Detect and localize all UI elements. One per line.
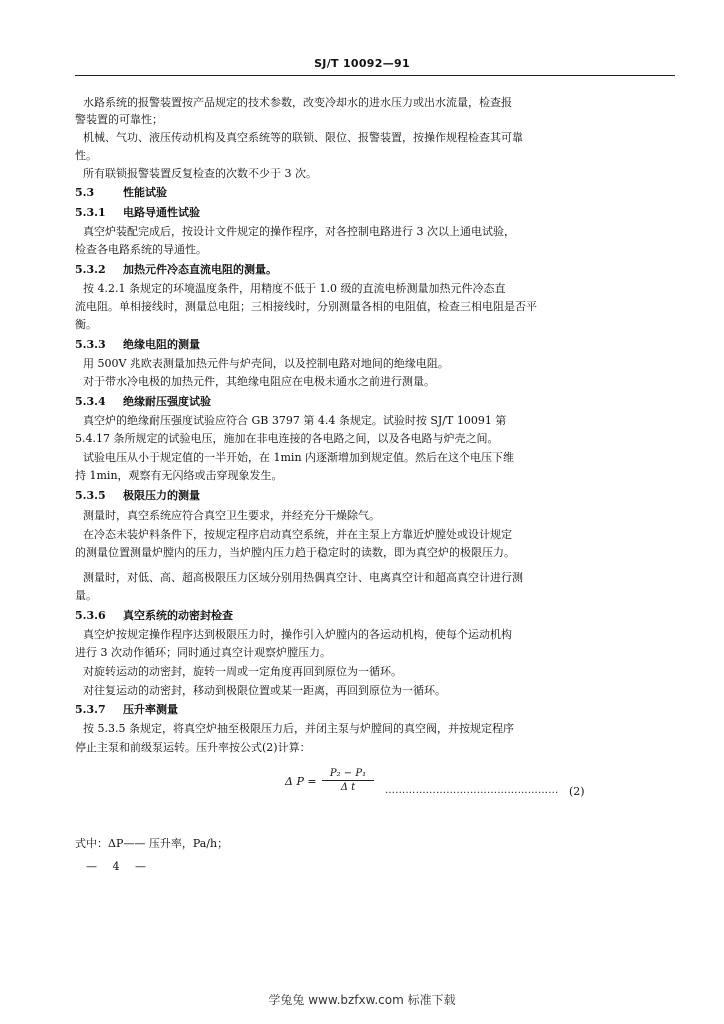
text-line: 对旋转运动的动密封，旋转一周或一定角度再回到原位为一循环。 [83, 665, 402, 678]
text-line: 真空炉按规定操作程序达到极限压力时，操作引入炉膛内的各运动机构，使每个运动机构 [83, 628, 512, 641]
text-line: 检查各电路系统的导通性。 [75, 243, 207, 256]
section-title: 真空系统的动密封检查 [123, 609, 233, 622]
section-title: 加热元件冷态直流电阻的测量。 [123, 263, 277, 276]
section-title: 性能试验 [123, 186, 167, 199]
text-line: 性。 [75, 149, 97, 162]
formula-denominator: Δ t [340, 782, 356, 793]
section-heading-5-3-1 [75, 206, 200, 220]
text-line: 所有联锁报警装置反复检查的次数不少于 3 次。 [83, 167, 317, 180]
text-line: 真空炉装配完成后，按设计文件规定的操作程序，对各控制电路进行 3 次以上通电试验， [83, 225, 515, 238]
text-line: 水路系统的报警装置按产品规定的技术参数，改变冷却水的进水压力或出水流量，检查报 [83, 96, 512, 109]
section-number: 5.3 [75, 186, 95, 199]
section-title: 压升率测量 [123, 703, 178, 716]
text-line: 真空炉的绝缘耐压强度试验应符合 GB 3797 第 4.4 条规定。试验时按 SJ/T 10091 第 [83, 414, 507, 427]
text-line: 衡。 [75, 318, 97, 331]
section-heading-5-3-3 [75, 338, 200, 352]
text-line: 按 4.2.1 条规定的环境温度条件，用精度不低于 1.0 级的直流电桥测量加热元件冷态直 [83, 282, 506, 295]
section-heading-5-3-6 [75, 609, 233, 623]
text-line: 量。 [75, 589, 97, 602]
section-title: 电路导通性试验 [123, 206, 200, 219]
formula-lhs: Δ P = [285, 775, 317, 788]
text-line: 测量时，对低、高、超高极限压力区域分别用热偶真空计、电离真空计和超高真空计进行测 [83, 571, 523, 584]
text-line: 机械、气功、液压传动机构及真空系统等的联锁、限位、报警装置，按操作规程检查其可靠 [83, 131, 523, 144]
text-line: 流电阻。单相接线时，测量总电阻；三相接线时，分别测量各相的电阻值，检查三相电阻是否平 [75, 300, 537, 313]
section-number: 5.3.4 [75, 395, 106, 408]
page-number: — 4 — [86, 860, 152, 873]
text-line: 持 1min，观察有无闪络或击穿现象发生。 [75, 469, 283, 482]
section-number: 5.3.6 [75, 609, 106, 622]
text-line: 的测量位置测量炉膛内的压力，当炉膛内压力趋于稳定时的读数，即为真空炉的极限压力。 [75, 546, 515, 559]
text-line: 用 500V 兆欧表测量加热元件与炉壳间，以及控制电路对地间的绝缘电阻。 [83, 357, 449, 370]
standard-code-header: SJ/T 10092—91 [314, 57, 410, 70]
text-line: 对于带水冷电极的加热元件，其绝缘电阻应在电极未通水之前进行测量。 [83, 375, 435, 388]
text-line: 试验电压从小于规定值的一半开始，在 1min 内逐渐增加到规定值。然后在这个电压下维 [83, 451, 515, 464]
section-title: 绝缘耐压强度试验 [123, 395, 211, 408]
section-heading-5-3-4 [75, 395, 211, 409]
section-title: 绝缘电阻的测量 [123, 338, 200, 351]
section-heading-5-3-7 [75, 703, 178, 717]
section-number: 5.3.3 [75, 338, 106, 351]
section-title: 极限压力的测量 [123, 489, 200, 502]
formula-fraction [322, 768, 374, 793]
text-line: 按 5.3.5 条规定，将真空炉抽至极限压力后，并闭主泵与炉膛间的真空阀，并按规定程序 [83, 722, 514, 735]
text-line: 警装置的可靠性； [75, 113, 163, 126]
section-number: 5.3.7 [75, 703, 106, 716]
text-line: 测量时，真空系统应符合真空卫生要求，并经充分干燥除气。 [83, 509, 380, 522]
text-line: 在冷态未装炉料条件下，按规定程序启动真空系统，并在主泵上方靠近炉膛处或设计规定 [83, 528, 512, 541]
section-number: 5.3.5 [75, 489, 106, 502]
header-rule [75, 75, 675, 76]
section-number: 5.3.1 [75, 206, 106, 219]
formula-numerator: P₂ − P₁ [322, 768, 374, 781]
section-heading-5-3-2 [75, 263, 277, 277]
section-heading-5-3-5 [75, 489, 200, 503]
text-line: 5.4.17 条所规定的试验电压，施加在非电连接的各电路之间，以及各电路与炉壳之间。 [75, 432, 499, 445]
text-line: 对往复运动的动密封，移动到极限位置或某一距离，再回到原位为一循环。 [83, 684, 446, 697]
text-line: 进行 3 次动作循环；同时通过真空计观察炉膛压力。 [75, 646, 331, 659]
text-line: 停止主泵和前级泵运转。压升率按公式(2)计算： [75, 741, 311, 754]
formula-where-text: 式中：ΔP—— 压升率，Pa/h； [75, 837, 229, 850]
section-heading-5-3 [75, 186, 167, 200]
formula-leader-dots: …………………………………………… [385, 785, 559, 796]
section-number: 5.3.2 [75, 263, 106, 276]
watermark-footer: 学兔兔 www.bzfxw.com 标准下载 [268, 993, 456, 1007]
equation-number: (2) [569, 785, 585, 798]
